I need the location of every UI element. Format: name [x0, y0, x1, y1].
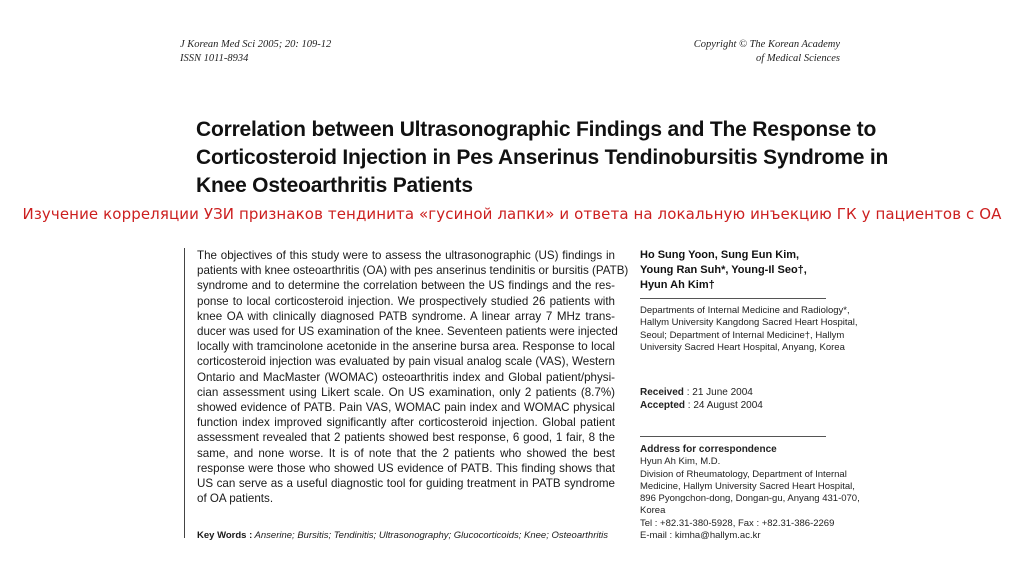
correspondence-line: Medicine, Hallym University Sacred Heart Hospital,: [640, 480, 855, 492]
translation-caption: Изучение корреляции УЗИ признаков тендинита «гусиной лапки» и ответа на локальную инъекцию ГК у пациентов с ОА: [22, 205, 1002, 223]
correspondence-line: Division of Rheumatology, Department of Internal: [640, 468, 847, 480]
correspondence-line: 896 Pyongchon-dong, Dongan-gu, Anyang 431-070,: [640, 493, 860, 505]
abstract-divider: [184, 248, 185, 538]
accepted-value: : 24 August 2004: [685, 400, 763, 411]
correspondence-address: [640, 444, 860, 542]
correspondence-line: Hyun Ah Kim, M.D.: [640, 456, 721, 468]
abstract-line: response were those who showed US evidence of PATB. This finding shows that: [197, 461, 615, 475]
author-line: Young Ran Suh*, Young-Il Seo†,: [640, 264, 807, 276]
copyright-line: Copyright © The Korean Academy: [693, 39, 840, 50]
copyright-line: of Medical Sciences: [756, 53, 840, 64]
affiliation-line: Departments of Internal Medicine and Radiology*,: [640, 305, 850, 316]
abstract-line: The objectives of this study were to assess the ultrasonographic (US) findings in: [197, 249, 615, 262]
received-label: Received: [640, 387, 684, 398]
abstract-line: cian assessment using Likert scale. On US examination, only 2 patients (8.7%): [197, 385, 615, 399]
abstract-line: syndrome and to determine the correlation between the US findings and the res-: [197, 279, 615, 293]
author-line: Hyun Ah Kim†: [640, 279, 715, 291]
abstract-line: ducer was used for US examination of the knee. Seventeen patients were injected: [197, 325, 618, 339]
divider: [640, 436, 826, 437]
abstract-line: same, and none worse. It is of note that the 2 patients who showed the best: [197, 446, 615, 460]
journal-line: J Korean Med Sci 2005; 20: 109-12: [180, 39, 332, 50]
abstract: [197, 248, 629, 506]
author-list: [640, 248, 807, 293]
correspondence-line: Korea: [640, 505, 666, 517]
abstract-line: corticosteroid injection was evaluated by pain visual analog scale (VAS), Western: [197, 355, 615, 369]
abstract-line: patients with knee osteoarthritis (OA) with pes anserinus tendinitis or bursitis (PATB): [197, 264, 629, 278]
paper-title: [196, 116, 889, 200]
keywords-text: Anserine; Bursitis; Tendinitis; Ultrasonography; Glucocorticoids; Knee; Osteoarthritis: [252, 530, 608, 541]
affiliation-line: Seoul; Department of Internal Medicine†, Hallym: [640, 329, 845, 341]
correspondence-email: E-mail : kimha@hallym.ac.kr: [640, 530, 761, 542]
abstract-line: function index improved significantly after corticosteroid injection. Global patient: [197, 416, 615, 430]
title-line: Corticosteroid Injection in Pes Anserinus Tendinobursitis Syndrome in: [196, 146, 889, 169]
accepted-label: Accepted: [640, 400, 686, 411]
abstract-line: knee OA with clinically diagnosed PATB syndrome. A linear array 7 MHz trans-: [197, 309, 615, 323]
abstract-line: of OA patients.: [197, 492, 274, 506]
copyright-notice: [694, 38, 840, 66]
received-date: [640, 386, 763, 399]
abstract-line: Ontario and MacMaster (WOMAC) osteoarthritis index and Global patient/physi-: [197, 370, 615, 384]
correspondence-heading: Address for correspondence: [640, 444, 777, 455]
keywords-label: Key Words :: [197, 530, 253, 541]
received-value: : 21 June 2004: [683, 387, 753, 398]
abstract-line: showed evidence of PATB. Pain VAS, WOMAC pain index and WOMAC physical: [197, 401, 615, 415]
issn-line: ISSN 1011-8934: [180, 53, 249, 64]
divider: [640, 298, 826, 299]
affiliations: [640, 305, 858, 354]
abstract-line: locally with tramcinolone acetonide in the anserine bursa area. Response to local: [197, 340, 615, 354]
affiliation-line: Hallym University Kangdong Sacred Heart Hospital,: [640, 317, 858, 329]
title-line: Knee Osteoarthritis Patients: [196, 174, 473, 197]
correspondence-line: Tel : +82.31-380-5928, Fax : +82.31-386-2269: [640, 517, 835, 529]
abstract-line: ponse to local corticosteroid injection. We prospectively studied 26 patients with: [197, 294, 615, 308]
journal-citation: [180, 38, 331, 66]
author-line: Ho Sung Yoon, Sung Eun Kim,: [640, 249, 800, 261]
submission-dates: [640, 386, 763, 412]
abstract-line: US can serve as a useful diagnostic tool for guiding treatment in PATB syndrome: [197, 477, 615, 491]
affiliation-line: University Sacred Heart Hospital, Anyang, Korea: [640, 341, 845, 353]
abstract-line: assessment revealed that 2 patients showed best response, 6 good, 1 fair, 8 the: [197, 431, 615, 445]
keywords: [197, 530, 617, 542]
title-line: Correlation between Ultrasonographic Findings and The Response to: [196, 118, 877, 141]
accepted-date: [640, 399, 763, 412]
